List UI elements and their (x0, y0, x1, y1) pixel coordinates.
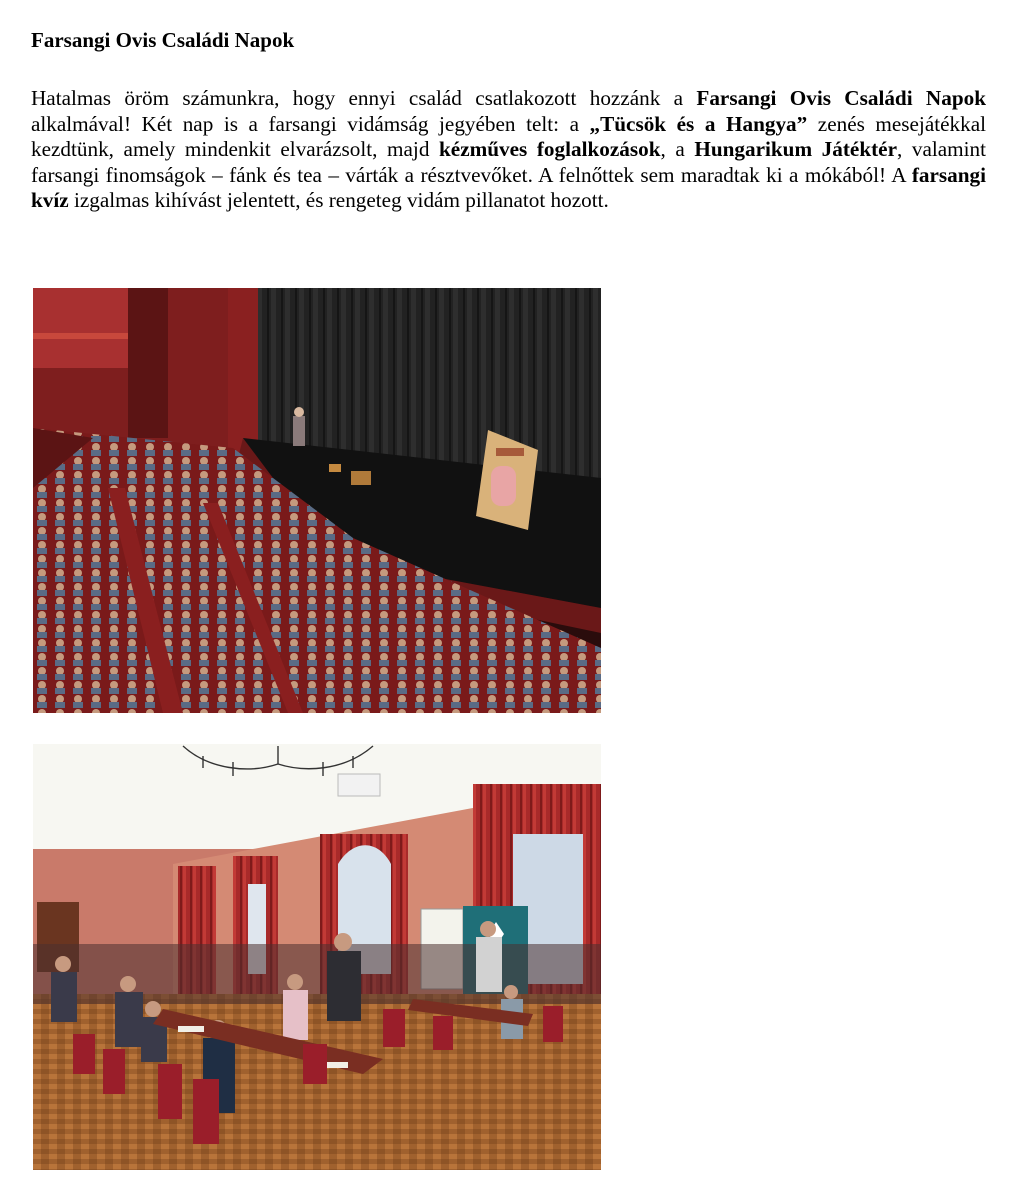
paragraph-text-6: izgalmas kihívást jelentett, és rengeteg vidám pillanatot hozott. (68, 188, 609, 213)
paragraph-text-1: Hatalmas öröm számunkra, hogy ennyi család csatlakozott hozzánk a (31, 86, 697, 110)
paragraph-bold-quiz: farsangi kvíz (31, 162, 986, 213)
paragraph-text-3: zenés mesejátékkal kezdtünk, amely mindenkit elvarázsolt, majd (31, 111, 986, 162)
page-title: Farsangi Ovis Családi Napok (31, 28, 295, 52)
paragraph-text-4: , a (660, 137, 695, 162)
workshop-hall-image (33, 744, 601, 1170)
paragraph-bold-playground: Hungarikum Játéktér (694, 137, 897, 162)
paragraph-bold-play-title: „Tücsök és a Hangya” (589, 111, 808, 136)
theater-audience-photo (33, 288, 601, 713)
theater-audience-image (33, 288, 601, 713)
paragraph-bold-event-name: Farsangi Ovis Családi Napok (696, 86, 986, 110)
paragraph-text-2: alkalmával! Két nap is a farsangi vidámság jegyében telt: a (31, 111, 590, 136)
paragraph-text-5: , valamint farsangi finomságok – fánk és tea – várták a résztvevőket. A felnőttek sem maradtak ki a mókából! A (31, 137, 987, 187)
workshop-hall-photo (33, 744, 601, 1170)
body-paragraph (31, 86, 986, 214)
paragraph-bold-workshops: kézműves foglalkozások (439, 137, 661, 162)
